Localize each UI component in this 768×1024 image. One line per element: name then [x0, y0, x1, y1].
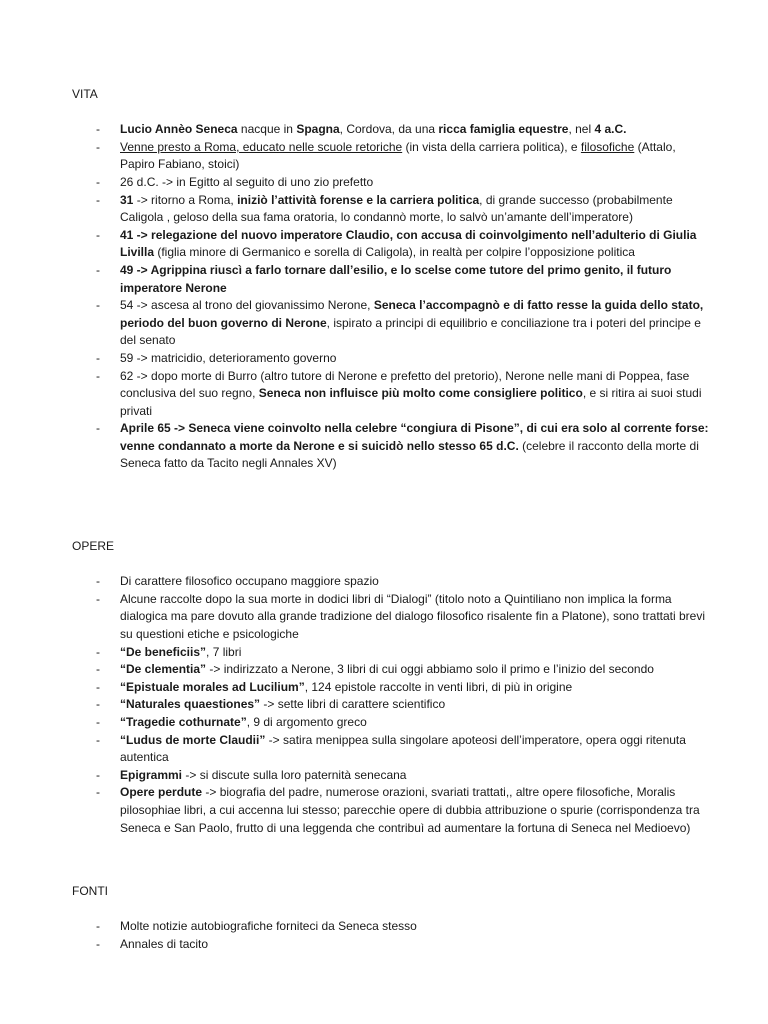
bullet-dash: - — [96, 714, 100, 729]
text-run: “Epistuale morales ad Lucilium” — [120, 679, 305, 694]
text-run: -> sette libri di carattere scientifico — [260, 697, 446, 712]
list-item-text — [120, 350, 712, 368]
section-fonti — [72, 883, 712, 953]
bullet-dash: - — [96, 662, 100, 677]
text-run: Alcune raccolte dopo la sua morte in dodici libri di “Dialogi” (titolo noto a Quintiliano non implica la forma dialogica ma pare dovuto alla grande tradizione del dialogo filosofico risalente fin a Platone), sono trattati brevi su questioni etiche e psicologiche — [120, 591, 706, 641]
list-item — [72, 784, 712, 837]
text-run: “Ludus de morte Claudii” — [120, 732, 266, 747]
list-item-text — [120, 936, 712, 954]
list-item — [72, 696, 712, 714]
list-item — [72, 121, 712, 139]
list-item-text — [120, 644, 712, 662]
text-run: 41 -> relegazione del nuovo imperatore Claudio, con accusa di coinvolgimento nell’adulterio di Giulia Livilla — [120, 227, 697, 260]
bullet-dash: - — [96, 574, 100, 589]
text-run: Seneca l’accompagnò e di fatto resse la guida dello stato, periodo del buon governo di Nerone — [120, 298, 704, 330]
text-run: , 9 di argomento greco — [246, 714, 367, 729]
bullet-dash: - — [96, 767, 100, 782]
list-item — [72, 644, 712, 662]
text-run: , nel — [568, 122, 595, 137]
list-item-text — [120, 262, 712, 297]
text-run: 4 a.C. — [594, 122, 627, 137]
text-run: “Tragedie cothurnate” — [120, 714, 247, 729]
list-item-text — [120, 573, 712, 591]
opere-list — [72, 573, 712, 837]
text-run: 26 d.C. -> in Egitto al seguito di uno zio prefetto — [120, 174, 374, 189]
text-run: -> satira menippea sulla singolare apoteosi dell’imperatore, opera oggi ritenuta autentica — [120, 732, 686, 765]
list-item — [72, 732, 712, 767]
bullet-dash: - — [96, 192, 100, 207]
list-item — [72, 936, 712, 954]
bullet-dash: - — [96, 122, 100, 137]
section-opere — [72, 538, 712, 837]
text-run: Seneca non influisce più molto come consigliere politico — [258, 386, 583, 401]
list-item-text — [120, 174, 712, 192]
text-run: “Naturales quaestiones” — [120, 697, 261, 712]
text-run: Lucio Annèo Seneca — [120, 122, 238, 137]
list-item — [72, 661, 712, 679]
bullet-dash: - — [96, 679, 100, 694]
list-item — [72, 573, 712, 591]
text-run: (Attalo, Papiro Fabiano, stoici) — [120, 139, 676, 172]
fonti-list — [72, 918, 712, 953]
list-item — [72, 192, 712, 227]
text-run: 31 — [120, 192, 134, 207]
text-run: 54 -> ascesa al trono del giovanissimo Nerone, — [120, 298, 374, 313]
list-item — [72, 918, 712, 936]
text-run: -> indirizzato a Nerone, 3 libri di cui oggi abbiamo solo il primo e l’inizio del secondo — [206, 662, 654, 677]
list-item-text — [120, 696, 712, 714]
text-run: 62 -> dopo morte di Burro (altro tutore di Nerone e prefetto del pretorio), Nerone nelle mani di Poppea, fase conclusiva del suo regno, — [120, 368, 690, 401]
list-item-text — [120, 679, 712, 697]
list-item-text — [120, 591, 712, 644]
text-run: Opere perdute — [120, 785, 203, 800]
section-title-fonti: FONTI — [72, 884, 108, 898]
list-item — [72, 714, 712, 732]
text-run: (celebre il racconto della morte di Seneca fatto da Tacito negli Annales XV) — [120, 438, 699, 471]
text-run: ricca famiglia equestre — [438, 122, 569, 137]
text-run: nacque in — [237, 122, 297, 137]
list-item-text — [120, 767, 712, 785]
list-item-text — [120, 121, 712, 139]
vita-list — [72, 121, 712, 473]
list-item-text — [120, 192, 712, 227]
list-item — [72, 679, 712, 697]
bullet-dash: - — [96, 262, 100, 277]
text-run: -> biografia del padre, numerose orazioni, svariati trattati,, altre opere filosofiche, Moralis pilosophiae libri, a cui accenna lui stesso; parecchie opere di dubbia attribuzione o spurie (corrispondenza tra Seneca e San Paolo, frutto di una leggenda che contribuì ad aumentare la fortuna di Seneca nel Medioevo) — [120, 785, 700, 835]
bullet-dash: - — [96, 139, 100, 154]
text-run: Annales di tacito — [120, 936, 209, 951]
text-run: iniziò l’attività forense e la carriera politica — [237, 192, 480, 207]
text-run: -> ritorno a Roma, — [133, 192, 238, 207]
text-run: (in vista della carriera politica), e — [402, 139, 581, 154]
text-run: filosofiche — [580, 139, 635, 154]
list-item-text — [120, 661, 712, 679]
list-item — [72, 139, 712, 174]
list-item — [72, 350, 712, 368]
text-run: “De clementia” — [120, 662, 207, 677]
list-item-text — [120, 297, 712, 350]
text-run: Molte notizie autobiografiche forniteci da Seneca stesso — [120, 919, 417, 934]
text-run: , 7 libri — [206, 644, 242, 659]
text-run: Venne presto a Roma, educato nelle scuole retoriche — [120, 139, 403, 154]
bullet-dash: - — [96, 697, 100, 712]
bullet-dash: - — [96, 421, 100, 436]
text-run: , Cordova, da una — [339, 122, 439, 137]
text-run: , e si ritira ai suoi studi privati — [120, 386, 702, 418]
section-title-vita: VITA — [72, 87, 98, 101]
text-run: , 124 epistole raccolte in venti libri, di più in origine — [304, 679, 573, 694]
list-item — [72, 227, 712, 262]
list-item-text — [120, 732, 712, 767]
text-run: Epigrammi — [120, 767, 183, 782]
bullet-dash: - — [96, 785, 100, 800]
text-run: -> si discute sulla loro paternità senecana — [182, 767, 407, 782]
bullet-dash: - — [96, 350, 100, 365]
section-vita — [72, 86, 712, 473]
list-item-text — [120, 784, 712, 837]
bullet-dash: - — [96, 298, 100, 313]
list-item-text — [120, 227, 712, 262]
list-item — [72, 591, 712, 644]
text-run: “De beneficiis” — [120, 644, 207, 659]
bullet-dash: - — [96, 591, 100, 606]
list-item — [72, 420, 712, 473]
bullet-dash: - — [96, 732, 100, 747]
section-title-opere: OPERE — [72, 539, 115, 553]
bullet-dash: - — [96, 368, 100, 383]
text-run: 59 -> matricidio, deterioramento governo — [120, 350, 337, 365]
list-item — [72, 174, 712, 192]
list-item-text — [120, 420, 712, 473]
bullet-dash: - — [96, 227, 100, 242]
text-run: 49 -> Agrippina riuscì a farlo tornare dall’esilio, e lo scelse come tutore del primo genito, il futuro imperatore Nerone — [120, 262, 672, 295]
text-run: , di grande successo (probabilmente Caligola , geloso della sua fama oratoria, lo condannò morte, lo salvò un’amante dell’imperatore) — [120, 192, 673, 225]
list-item-text — [120, 714, 712, 732]
bullet-dash: - — [96, 919, 100, 934]
bullet-dash: - — [96, 644, 100, 659]
list-item — [72, 767, 712, 785]
list-item — [72, 262, 712, 297]
text-run: Di carattere filosofico occupano maggiore spazio — [120, 574, 379, 589]
text-run: (figlia minore di Germanico e sorella di Caligola), in realtà per colpire l’opposizione politica — [154, 245, 635, 260]
list-item-text — [120, 918, 712, 936]
list-item — [72, 368, 712, 421]
text-run: Spagna — [296, 122, 340, 137]
text-run: Aprile 65 -> Seneca viene coinvolto nella celebre “congiura di Pisone”, di cui era solo al corrente forse: venne condannato a morte da Nerone e si suicidò nello stesso 65 d.C. — [120, 421, 709, 453]
list-item-text — [120, 368, 712, 421]
text-run: , ispirato a principi di equilibrio e conciliazione tra i poteri del principe e del senato — [120, 315, 701, 348]
bullet-dash: - — [96, 936, 100, 951]
list-item — [72, 297, 712, 350]
list-item-text — [120, 139, 712, 174]
bullet-dash: - — [96, 174, 100, 189]
